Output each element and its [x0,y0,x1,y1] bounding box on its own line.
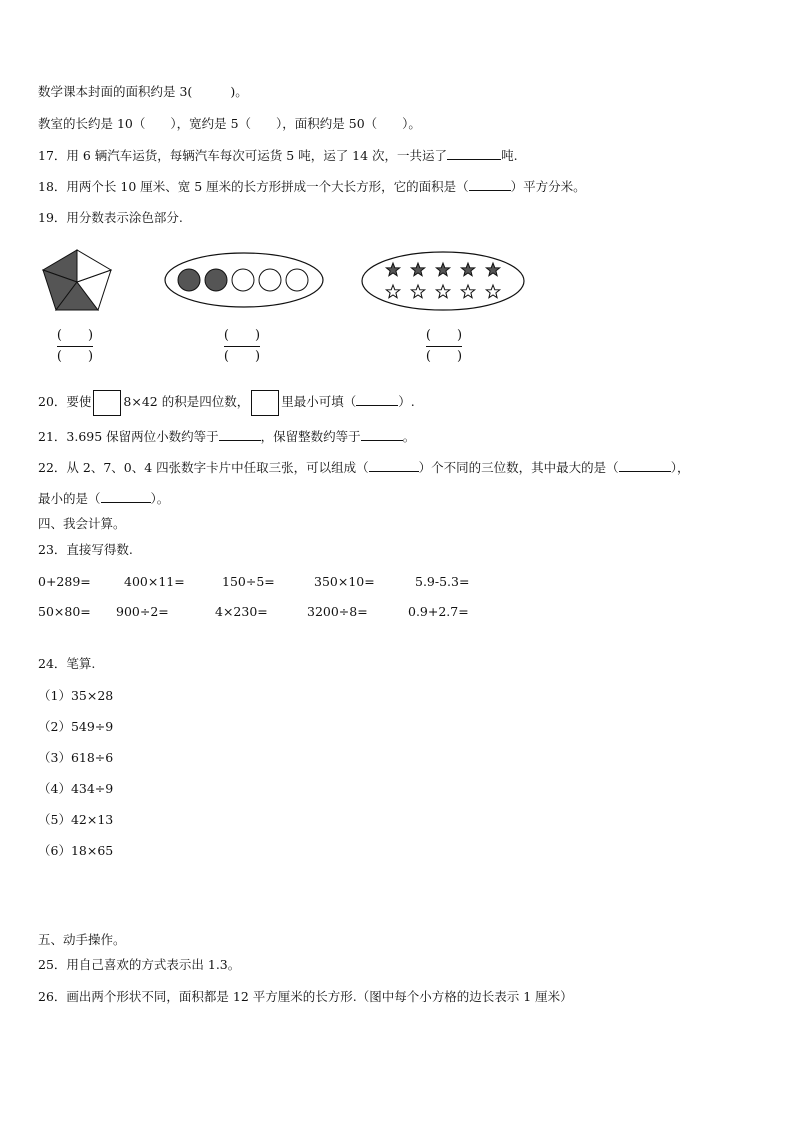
question-text-middle: 8×42 的积是四位数， [123,394,250,409]
question-classroom [38,116,421,132]
calc-item: 4×230= [215,604,268,619]
calc-item: 0.9+2.7= [408,604,469,619]
circles-figure [163,250,325,310]
pentagon-figure [40,246,114,314]
answer-blank[interactable] [361,428,403,441]
circle-empty [232,269,254,291]
question-text-suffix: )。 [230,84,248,99]
question-area-cover [38,84,248,100]
answer-blank[interactable] [619,459,671,472]
star-empty [436,285,449,298]
star-empty [461,285,474,298]
star-shaded [486,263,499,276]
question-text: 26．画出两个形状不同，面积都是 12 平方厘米的长方形.（图中每个小方格的边长表示 1 厘米） [38,989,573,1004]
calc-item: 50×80= [38,604,91,619]
question-text: 22．从 2、7、0、4 四张数字卡片中任取三张，可以组成（ [38,460,369,475]
stars-figure [360,249,526,313]
calc-item: 400×11= [124,574,185,589]
question-text-middle: ，保留整数约等于 [260,429,361,444]
question-text: 19．用分数表示涂色部分. [38,210,183,225]
question-18 [38,178,586,195]
question-26 [38,989,573,1005]
question-24 [38,656,95,672]
section-title: 五、动手操作。 [38,932,126,947]
question-text: 24．笔算. [38,656,96,671]
calc-item: 0+289= [38,574,91,589]
star-empty [386,285,399,298]
star-empty [411,285,424,298]
circle-empty [286,269,308,291]
question-text: 最小的是（ [38,491,101,506]
fraction-numerator: ( ) [56,328,94,343]
fraction-denominator: ( ) [223,349,261,364]
question-text-middle: ）个不同的三位数，其中最大的是（ [418,460,619,475]
answer-blank[interactable] [469,178,511,191]
star-shaded [386,263,399,276]
calc-item: 900÷2= [116,604,169,619]
question-23 [38,542,133,558]
fraction-answer-1[interactable] [55,328,95,365]
question-text: 17．用 6 辆汽车运货，每辆汽车每次可运货 5 吨，运了 14 次，一共运了 [38,148,448,163]
answer-blank[interactable] [219,428,261,441]
calc-item: 150÷5= [222,574,275,589]
question-22 [38,459,689,476]
question-suffix: ）. [398,394,415,409]
star-shaded [411,263,424,276]
section-title: 四、我会计算。 [38,516,126,531]
answer-blank[interactable] [369,459,419,472]
fraction-numerator: ( ) [223,328,261,343]
fraction-answer-2[interactable] [222,328,262,365]
fraction-numerator: ( ) [425,328,463,343]
question-text-after: 里最小可填（ [281,394,357,409]
question-text: 23．直接写得数. [38,542,133,557]
question-text: 20．要使 [38,394,92,409]
digit-box[interactable] [93,390,121,416]
circle-shaded [178,269,200,291]
fraction-denominator: ( ) [425,349,463,364]
fraction-answer-3[interactable] [424,328,464,365]
question-19 [38,210,183,226]
question-22-line2 [38,490,169,507]
question-21 [38,428,415,445]
star-shaded [436,263,449,276]
digit-box[interactable] [251,390,279,416]
answer-blank[interactable] [447,147,501,160]
question-20 [38,389,415,416]
question-suffix: ）平方分米。 [510,179,586,194]
question-suffix: ）， [670,460,690,475]
question-text: 21．3.695 保留两位小数约等于 [38,429,219,444]
written-calc-item: （4）434÷9 [38,781,114,796]
star-shaded [461,263,474,276]
calc-item: 5.9-5.3= [415,574,470,589]
question-suffix: 吨. [501,148,518,163]
fraction-denominator: ( ) [56,349,94,364]
question-text: 18．用两个长 10 厘米、宽 5 厘米的长方形拼成一个大长方形，它的面积是（ [38,179,469,194]
circle-shaded [205,269,227,291]
question-text: 数学课本封面的面积约是 3( [38,84,193,99]
question-suffix: 。 [402,429,416,444]
question-text: 25．用自己喜欢的方式表示出 1.3。 [38,957,241,972]
written-calc-item: （6）18×65 [38,843,114,858]
star-empty [486,285,499,298]
written-calc-item: （2）549÷9 [38,719,114,734]
circle-empty [259,269,281,291]
written-calc-item: （5）42×13 [38,812,114,827]
question-17 [38,147,518,164]
question-25 [38,957,240,973]
answer-blank[interactable] [356,393,398,406]
written-calc-item: （3）618÷6 [38,750,114,765]
answer-blank[interactable] [101,490,151,503]
calc-item: 350×10= [314,574,375,589]
question-text: 教室的长约是 10（ ），宽约是 5（ ），面积约是 50（ ）。 [38,116,421,131]
written-calc-item: （1）35×28 [38,688,114,703]
calc-item: 3200÷8= [307,604,368,619]
question-suffix: ）。 [150,491,170,506]
